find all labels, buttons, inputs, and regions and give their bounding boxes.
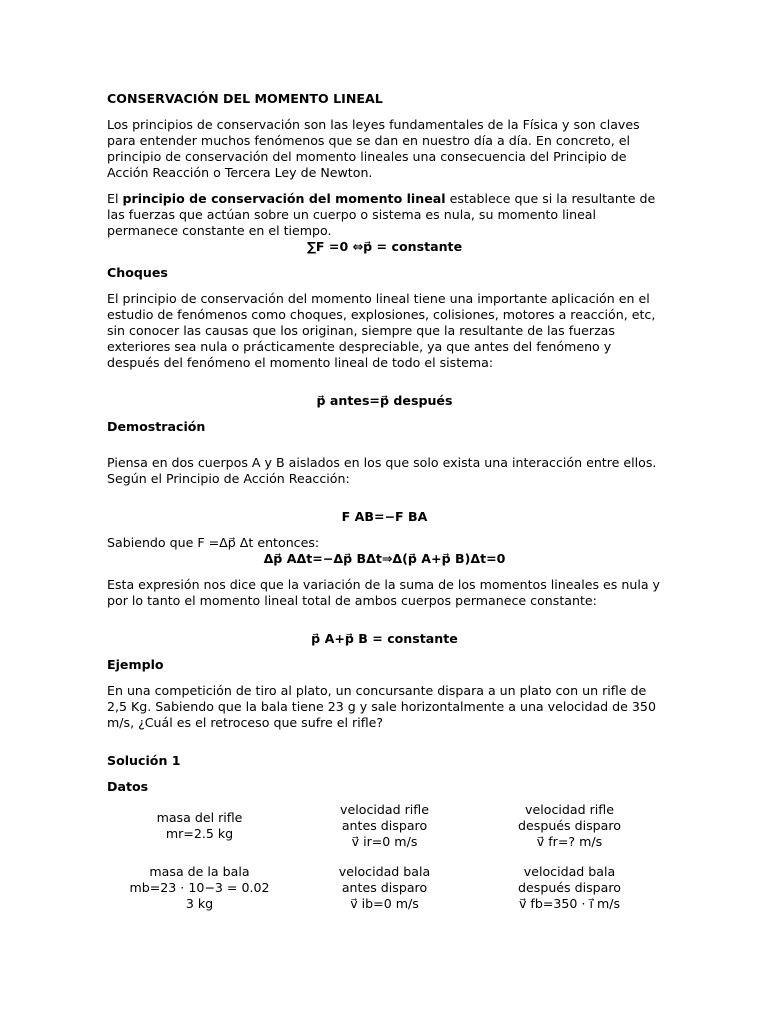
heading-datos: Datos [107, 779, 149, 794]
datos-row-bala [107, 864, 662, 912]
heading-ejemplo: Ejemplo [107, 657, 164, 672]
cell-line: antes disparo [341, 880, 428, 895]
heading-demostracion: Demostración [107, 419, 206, 434]
principle-bold: principio de conservación del momento lineal [122, 191, 446, 206]
principle-rest: establece que si la resultante de las fuerzas que actúan sobre un cuerpo o sistema es nula, su momento lineal permanece constante en el tiempo. [107, 191, 656, 238]
cell-line: velocidad bala [338, 864, 431, 879]
cell-line: velocidad rifle [340, 802, 429, 817]
formula-antes-despues: p⃗ antes=p⃗ después [316, 393, 453, 408]
choques-paragraph: El principio de conservación del momento lineal tiene una importante aplicación en el estudio de fenómenos como choques, explosiones, colisiones, motores a reacción, etc, sin conocer las causas que los originan, siempre que la resultante de las fuerzas exteriores sea nula o prácticamente despreciable, ya que antes del fenómeno y después del fenómeno el momento lineal de todo el sistema: [107, 291, 656, 370]
ejemplo-paragraph: En una competición de tiro al plato, un concursante dispara a un plato con un rifle de 2,5 Kg. Sabiendo que la bala tiene 23 g y sale horizontalmente a una velocidad de 350 m/s, ¿Cuál es el retroceso que sufre el rifle? [107, 683, 656, 730]
document-title: CONSERVACIÓN DEL MOMENTO LINEAL [107, 91, 383, 106]
cell-line: v⃗ fr=? m/s [536, 834, 603, 849]
cell-line: antes disparo [341, 818, 428, 833]
document-content [107, 91, 662, 805]
principle-paragraph [107, 191, 662, 239]
datos-cell-velocidad-rifle-despues [477, 802, 662, 850]
formula-suma-constante: p⃗ A+p⃗ B = constante [311, 631, 458, 646]
principle-prefix: El [107, 191, 123, 206]
formula-conservation: ∑F =0 ⇔p⃗ = constante [306, 239, 463, 254]
cell-line: masa de la bala [149, 864, 250, 879]
datos-cell-velocidad-rifle-antes [292, 802, 477, 850]
heading-choques: Choques [107, 265, 168, 280]
cell-line: 3 kg [185, 896, 214, 911]
formula-delta-p: Δp⃗ AΔt=−Δp⃗ BΔt⇒Δ(p⃗ A+p⃗ B)Δt=0 [263, 551, 506, 566]
cell-line: después disparo [518, 880, 621, 895]
datos-cell-masa-rifle [107, 802, 292, 850]
cell-line: masa del rifle [156, 810, 243, 825]
intro-paragraph: Los principios de conservación son las leyes fundamentales de la Física y son claves para entender muchos fenómenos que se dan en nuestro día a día. En concreto, el principio de conservación del momento lineales una consecuencia del Principio de Acción Reacción o Tercera Ley de Newton. [107, 117, 640, 180]
datos-cell-masa-bala [107, 864, 292, 912]
cell-line: v⃗ ir=0 m/s [351, 834, 418, 849]
demostracion-paragraph: Piensa en dos cuerpos A y B aislados en los que solo exista una interacción entre ellos. Según el Principio de Acción Reacción: [107, 455, 657, 486]
cell-line: mb=23 · 10−3 = 0.02 [129, 880, 270, 895]
cell-line: velocidad bala [523, 864, 616, 879]
datos-cell-velocidad-bala-antes [292, 864, 477, 912]
cell-line: después disparo [518, 818, 621, 833]
sabiendo-paragraph: Sabiendo que F =Δp⃗ Δt entonces: [107, 535, 320, 550]
expresion-paragraph: Esta expresión nos dice que la variación de la suma de los momentos lineales es nula y por lo tanto el momento lineal total de ambos cuerpos permanece constante: [107, 577, 660, 608]
datos-cell-velocidad-bala-despues [477, 864, 662, 912]
formula-accion-reaccion: F AB=−F BA [341, 509, 428, 524]
heading-solucion: Solución 1 [107, 753, 181, 768]
datos-table [107, 802, 662, 926]
cell-line: v⃗ fb=350 · i⃗ m/s [518, 896, 621, 911]
cell-line: v⃗ ib=0 m/s [350, 896, 419, 911]
cell-line: mr=2.5 kg [165, 826, 234, 841]
datos-row-rifle [107, 802, 662, 850]
cell-line: velocidad rifle [525, 802, 614, 817]
